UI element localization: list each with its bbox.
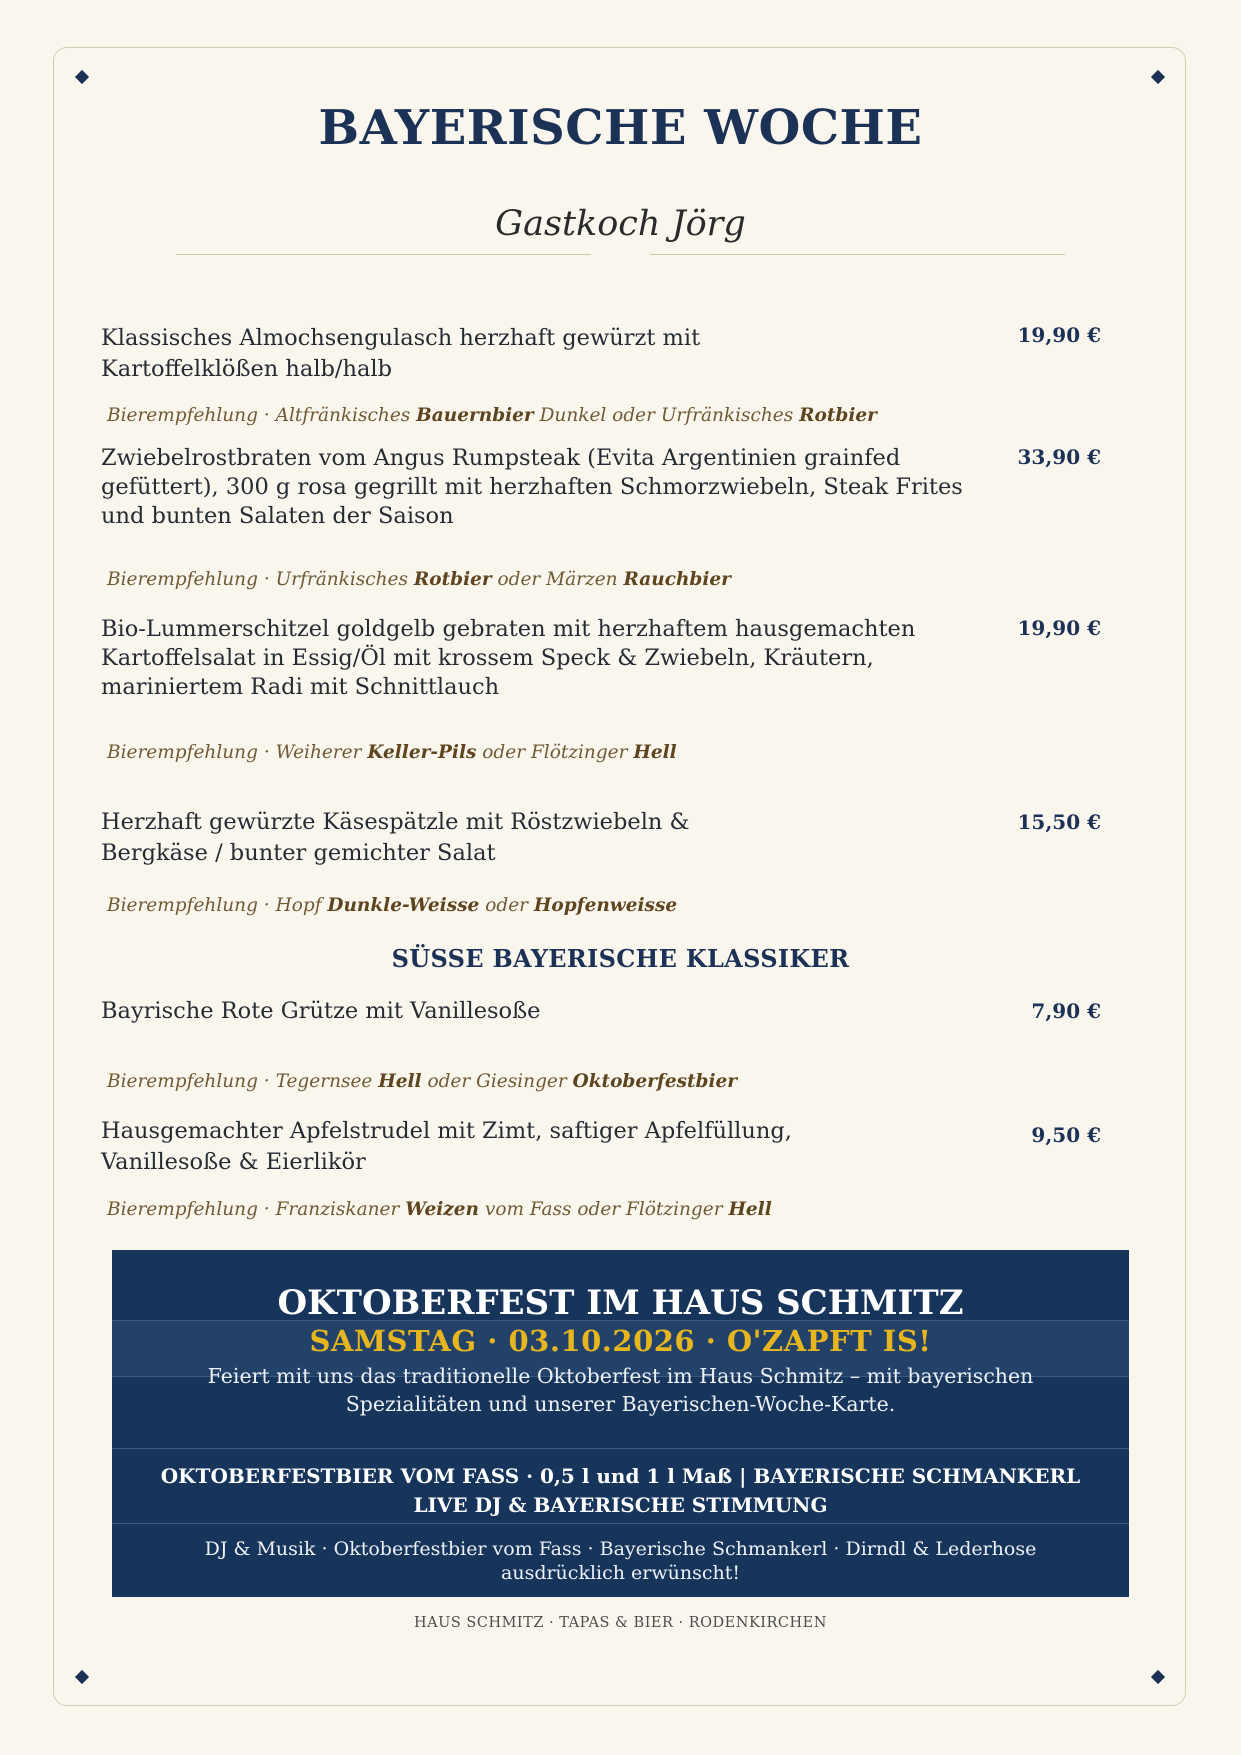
beer-name: Bauernbier — [416, 405, 534, 426]
beer-text: Bierempfehlung · Urfränkisches — [107, 569, 414, 590]
beer-text: oder — [479, 895, 534, 916]
beer-recommendation — [107, 405, 877, 426]
beer-name: Hopfenweisse — [533, 895, 678, 916]
beer-recommendation — [107, 1071, 737, 1092]
dish-price: 33,90 € — [1017, 445, 1101, 469]
dish-name: Herzhaft gewürzte Käsespätzle mit Röstzwiebeln & Bergkäse / bunter gemichter Salat — [101, 809, 690, 866]
banner-divider — [112, 1448, 1129, 1449]
banner-footer-text: DJ & Musik · Oktoberfestbier vom Fass · Bayerische Schmankerl · Dirndl & Lederhose ausdrücklich erwünscht! — [204, 1538, 1037, 1584]
beer-text: Bierempfehlung · Weiherer — [107, 742, 368, 763]
dessert-name: Hausgemachter Apfelstrudel mit Zimt, saftiger Apfelfüllung, Vanillesoße & Eierlikör — [101, 1118, 792, 1175]
beer-name: Keller-Pils — [367, 742, 477, 763]
dish-name: Bio-Lummerschitzel goldgelb gebraten mit herzhaftem hausgemachten Kartoffelsalat in Essig/Öl mit krossem Speck & Zwiebeln, Kräutern, mariniertem Radi mit Schnittlauch — [101, 616, 916, 700]
banner-feature: OKTOBERFESTBIER VOM FASS · 0,5 l und 1 l Maß | BAYERISCHE SCHMANKERL — [160, 1464, 1081, 1488]
beer-text: oder Giesinger — [421, 1071, 573, 1092]
beer-text: Dunkel oder Urfränkisches — [533, 405, 800, 426]
banner-feature: LIVE DJ & BAYERISCHE STIMMUNG — [413, 1493, 828, 1517]
divider-left — [176, 254, 591, 255]
beer-text: oder Märzen — [491, 569, 624, 590]
page-footer: HAUS SCHMITZ · TAPAS & BIER · RODENKIRCHEN — [414, 1615, 827, 1631]
beer-name: Hell — [633, 742, 677, 763]
banner-date: SAMSTAG · 03.10.2026 · O'ZAPFT IS! — [309, 1324, 932, 1358]
banner-title: OKTOBERFEST IM HAUS SCHMITZ — [277, 1283, 964, 1323]
beer-name: Dunkle-Weisse — [327, 895, 480, 916]
beer-name: Rauchbier — [623, 569, 731, 590]
beer-recommendation — [107, 1199, 772, 1220]
page-subtitle: Gastkoch Jörg — [495, 204, 746, 244]
beer-text: Bierempfehlung · Franziskaner — [107, 1199, 406, 1220]
beer-name: Rotbier — [799, 405, 877, 426]
beer-text: Bierempfehlung · Altfränkisches — [107, 405, 417, 426]
beer-text: vom Fass oder Flötzinger — [478, 1199, 729, 1220]
dish-price: 19,90 € — [1017, 616, 1101, 640]
beer-name: Hell — [728, 1199, 772, 1220]
beer-text: Bierempfehlung · Hopf — [107, 895, 328, 916]
divider-right — [650, 254, 1065, 255]
beer-name: Rotbier — [413, 569, 492, 590]
dessert-price: 9,50 € — [1031, 1123, 1101, 1147]
beer-recommendation — [107, 742, 677, 763]
dish-name: Zwiebelrostbraten vom Angus Rumpsteak (Evita Argentinien grainfed gefüttert), 300 g rosa gegrillt mit herzhaften Schmorzwiebeln, Steak Frites und bunten Salaten der Saison — [101, 445, 963, 529]
beer-name: Hell — [378, 1071, 422, 1092]
oktoberfest-banner — [112, 1250, 1129, 1597]
beer-text: Bierempfehlung · Tegernsee — [107, 1071, 379, 1092]
beer-recommendation — [107, 569, 731, 590]
dish-price: 15,50 € — [1017, 810, 1101, 834]
section-heading: SÜSSE BAYERISCHE KLASSIKER — [391, 944, 850, 973]
banner-divider — [112, 1523, 1129, 1524]
beer-name: Oktoberfestbier — [572, 1071, 738, 1092]
beer-recommendation — [107, 895, 677, 916]
dessert-name: Bayrische Rote Grütze mit Vanillesoße — [101, 998, 541, 1024]
banner-text: Feiert mit uns das traditionelle Oktoberfest im Haus Schmitz – mit bayerischen Spezialitäten und unserer Bayerischen-Woche-Karte. — [207, 1364, 1034, 1416]
dish-price: 19,90 € — [1017, 323, 1101, 347]
dish-name: Klassisches Almochsengulasch herzhaft gewürzt mit Kartoffelklößen halb/halb — [101, 325, 701, 382]
beer-text: oder Flötzinger — [476, 742, 634, 763]
dessert-price: 7,90 € — [1031, 999, 1101, 1023]
beer-name: Weizen — [405, 1199, 479, 1220]
page-title: BAYERISCHE WOCHE — [318, 100, 923, 156]
